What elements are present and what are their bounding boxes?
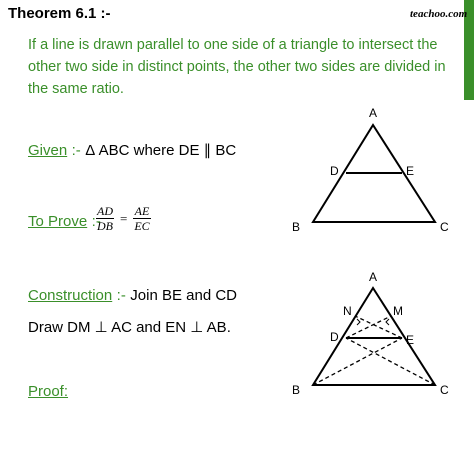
point-d-1: D bbox=[330, 164, 339, 178]
vertex-a-2: A bbox=[369, 270, 378, 284]
lhs-numerator: AD bbox=[97, 204, 113, 218]
rhs-denominator: EC bbox=[134, 219, 150, 233]
page-title: Theorem 6.1 :- bbox=[8, 5, 111, 22]
point-d-2: D bbox=[330, 330, 339, 344]
point-e-2: E bbox=[406, 333, 415, 347]
lhs-denominator: DB bbox=[97, 219, 113, 233]
segment-be bbox=[313, 338, 402, 385]
right-angle-m bbox=[386, 319, 389, 325]
to-prove-label: To Prove bbox=[28, 213, 88, 230]
right-angle-n bbox=[357, 319, 360, 325]
brand-logo: teachoo.com bbox=[410, 8, 468, 20]
given-sep: :- bbox=[71, 142, 81, 159]
equals-sign: = bbox=[120, 210, 128, 226]
point-m: M bbox=[393, 304, 403, 318]
construction-text: Join BE and CD bbox=[130, 287, 238, 304]
point-n: N bbox=[343, 304, 352, 318]
construction-label: Construction bbox=[28, 287, 113, 304]
perpendicular-en bbox=[355, 316, 402, 338]
proof-label: Proof: bbox=[28, 383, 69, 400]
given-text: Δ ABC where DE ∥ BC bbox=[85, 142, 237, 159]
vertex-c-1: C bbox=[440, 220, 449, 234]
theorem-statement: If a line is drawn parallel to one side of a triangle to intersect the other two side in distinct points, the other two sides are divided in the same ratio. bbox=[28, 37, 446, 97]
vertex-a-1: A bbox=[369, 106, 378, 120]
point-e-1: E bbox=[406, 164, 415, 178]
vertex-b-2: B bbox=[292, 383, 301, 397]
triangle-figure-2 bbox=[292, 270, 449, 397]
to-prove-sep: :- bbox=[91, 213, 101, 230]
segment-cd bbox=[346, 338, 435, 385]
vertex-b-1: B bbox=[292, 220, 301, 234]
given-label: Given bbox=[28, 142, 68, 159]
construction-sep: :- bbox=[116, 287, 126, 304]
triangle-figure-1 bbox=[292, 106, 449, 234]
vertex-c-2: C bbox=[440, 383, 449, 397]
rhs-numerator: AE bbox=[134, 204, 150, 218]
construction-step: Draw DM ⊥ AC and EN ⊥ AB. bbox=[28, 319, 231, 336]
